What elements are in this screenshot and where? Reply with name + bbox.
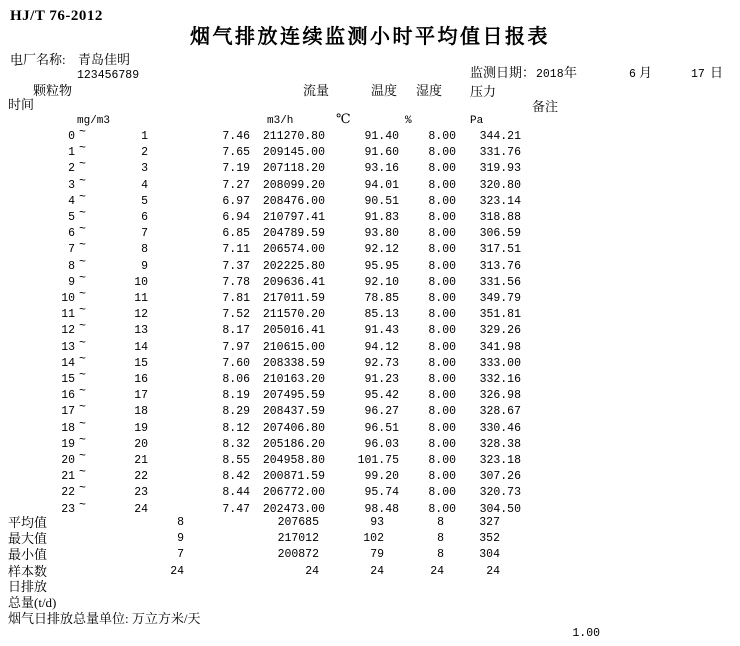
pm-value: 8.42: [222, 470, 250, 484]
humidity-value: 8.00: [428, 421, 456, 435]
pressure-value: 313.76: [479, 259, 521, 273]
pm-value: 7.60: [222, 356, 250, 370]
humidity-value: 8.00: [428, 340, 456, 354]
hour-row: [0, 336, 740, 358]
tilde-separator: ~: [79, 433, 86, 447]
tilde-separator: ~: [79, 401, 86, 415]
column-header-remark: 备注: [532, 99, 559, 114]
humidity-value: 8.00: [428, 292, 456, 305]
hour-start-value: 8: [68, 259, 75, 273]
temp-value: 90.51: [364, 194, 399, 208]
pm-summary-value: 24: [170, 564, 184, 578]
hour-end-value: 6: [141, 211, 148, 224]
hour-end-value: 18: [134, 405, 148, 419]
humidity-value: 8.00: [428, 243, 456, 257]
flow-value: 210163.20: [262, 373, 325, 386]
hour-end-value: 10: [134, 275, 148, 289]
flow-value: 205186.20: [262, 437, 325, 451]
pressure-value: 317.51: [479, 243, 521, 257]
pressure-value: 333.00: [479, 356, 521, 370]
hour-row: [0, 142, 740, 163]
hour-row: [0, 320, 740, 341]
footer-value: 1.00: [572, 627, 600, 640]
flow-value: 207406.80: [262, 421, 325, 435]
flow-value: 207495.59: [262, 389, 325, 403]
flow-summary-value: 24: [305, 564, 319, 578]
humidity-value: 8.00: [428, 308, 456, 322]
pm-value: 7.97: [222, 340, 250, 354]
hour-row: [0, 369, 740, 390]
hour-row: [0, 385, 740, 406]
pressure-value: 307.26: [479, 470, 521, 484]
hour-end-value: 20: [134, 437, 148, 451]
date-month-value: 6: [629, 68, 636, 81]
hour-start-value: 6: [68, 227, 75, 241]
temp-value: 96.51: [364, 421, 399, 435]
hour-end-value: 5: [141, 194, 148, 208]
temp-value: 91.43: [364, 324, 399, 338]
tilde-separator: ~: [79, 498, 86, 512]
hour-start-value: 17: [61, 405, 75, 419]
temp-value: 92.12: [364, 243, 399, 257]
date-year-unit: 年: [564, 65, 578, 80]
date-month-unit: 月: [639, 65, 653, 80]
temp-value: 92.10: [364, 275, 399, 289]
temp-value: 85.13: [364, 308, 399, 322]
hour-end-value: 17: [134, 389, 148, 403]
column-header-pm: 颗粒物: [33, 83, 73, 98]
column-header-flow: 流量: [303, 83, 330, 98]
hour-end-value: 22: [134, 470, 148, 484]
pressure-value: 349.79: [479, 292, 521, 305]
humidity-value: 8.00: [428, 356, 456, 370]
temp-value: 94.12: [364, 340, 399, 354]
hour-start-value: 20: [61, 454, 75, 467]
hour-start-value: 12: [61, 324, 75, 338]
hour-start-value: 1: [68, 146, 75, 160]
tilde-separator: ~: [79, 417, 86, 431]
pressure-value: 329.26: [479, 324, 521, 338]
hour-row: [0, 126, 740, 147]
humidity-summary-value: 8: [437, 548, 444, 562]
hour-end-value: 2: [141, 146, 148, 160]
humidity-value: 8.00: [428, 470, 456, 484]
pressure-value: 304.50: [479, 502, 521, 516]
hour-row: [0, 288, 740, 309]
temp-value: 91.60: [364, 146, 399, 160]
tilde-separator: ~: [79, 336, 86, 350]
pm-value: 7.19: [222, 162, 250, 176]
tilde-separator: ~: [79, 142, 86, 156]
pressure-summary-value: 304: [479, 548, 500, 562]
tilde-separator: ~: [79, 126, 86, 139]
tilde-separator: ~: [79, 239, 86, 253]
humidity-value: 8.00: [428, 373, 456, 386]
pm-value: 7.81: [222, 292, 250, 305]
hour-row: [0, 417, 740, 439]
tilde-separator: ~: [79, 174, 86, 188]
pm-value: 8.19: [222, 389, 250, 403]
flow-value: 206772.00: [262, 486, 325, 500]
flow-value: 205016.41: [262, 324, 325, 338]
pm-summary-value: 8: [177, 516, 184, 529]
temp-summary-value: 24: [370, 564, 384, 578]
tilde-separator: ~: [79, 207, 86, 220]
pressure-value: 331.76: [479, 146, 521, 160]
flow-value: 209636.41: [262, 275, 325, 289]
summary-row-label: 平均值: [8, 515, 48, 530]
temp-summary-value: 79: [370, 548, 384, 562]
hour-end-value: 7: [141, 227, 148, 241]
hour-end-value: 19: [134, 421, 148, 435]
hour-row: [0, 433, 740, 455]
temp-value: 96.27: [364, 405, 399, 419]
column-header-pressure: 压力: [470, 84, 497, 99]
summary-row: [0, 516, 740, 533]
hour-row: [0, 223, 740, 244]
plant-name-value: 青岛佳明: [78, 52, 131, 67]
pressure-summary-value: 327: [479, 516, 500, 529]
pressure-value: 319.93: [479, 162, 521, 176]
hour-end-value: 12: [134, 308, 148, 322]
flow-value: 208476.00: [262, 194, 325, 208]
pm-value: 8.17: [222, 324, 250, 338]
unit-pressure: Pa: [470, 115, 484, 127]
humidity-summary-value: 8: [437, 532, 444, 546]
hour-start-value: 22: [61, 486, 75, 500]
pm-value: 7.65: [222, 146, 250, 160]
date-year-value: 2018: [536, 68, 564, 81]
temp-summary-value: 93: [370, 516, 384, 529]
temp-value: 101.75: [357, 454, 399, 467]
plant-code-value: 123456789: [77, 69, 140, 82]
hour-start-value: 5: [68, 211, 75, 224]
column-header-time: 时间: [8, 97, 35, 112]
flow-value: 208437.59: [262, 405, 325, 419]
summary-row-label: 最小值: [8, 547, 48, 563]
pm-value: 6.97: [222, 194, 250, 208]
hour-start-value: 2: [68, 162, 75, 176]
flow-summary-value: 207685: [277, 516, 319, 529]
temp-value: 93.80: [364, 227, 399, 241]
pm-value: 8.55: [222, 454, 250, 467]
hour-row: [0, 190, 740, 212]
hour-row: [0, 352, 740, 374]
report-title: 烟气排放连续监测小时平均值日报表: [190, 26, 550, 48]
tilde-separator: ~: [79, 271, 86, 285]
pm-value: 6.94: [222, 211, 250, 224]
pressure-value: 330.46: [479, 421, 521, 435]
pm-value: 7.47: [222, 502, 250, 516]
tilde-separator: ~: [79, 320, 86, 334]
hour-start-value: 23: [61, 502, 75, 516]
hour-start-value: 15: [61, 373, 75, 386]
tilde-separator: ~: [79, 190, 86, 204]
flow-value: 211270.80: [262, 130, 325, 143]
pressure-value: 306.59: [479, 227, 521, 241]
humidity-value: 8.00: [428, 146, 456, 160]
hour-row: [0, 271, 740, 293]
humidity-value: 8.00: [428, 162, 456, 176]
temp-summary-value: 102: [363, 532, 384, 546]
hour-end-value: 11: [134, 292, 148, 305]
pressure-value: 318.88: [479, 211, 521, 224]
pressure-value: 331.56: [479, 275, 521, 289]
temp-value: 95.95: [364, 259, 399, 273]
pressure-value: 328.38: [479, 437, 521, 451]
column-header-humidity: 湿度: [416, 83, 443, 98]
daily-emission-label: 日排放: [8, 579, 48, 594]
column-header-temp: 温度: [371, 83, 398, 98]
total-label: 总量(t/d): [8, 595, 57, 610]
humidity-value: 8.00: [428, 178, 456, 192]
standard-code: HJ/T 76-2012: [10, 8, 103, 24]
hour-start-value: 13: [61, 340, 75, 354]
pressure-value: 320.80: [479, 178, 521, 192]
flow-value: 207118.20: [262, 162, 325, 176]
flow-value: 208099.20: [262, 178, 325, 192]
pm-value: 7.27: [222, 178, 250, 192]
humidity-value: 8.00: [428, 211, 456, 224]
hour-start-value: 18: [61, 421, 75, 435]
summary-row: [0, 548, 740, 565]
hour-start-value: 16: [61, 389, 75, 403]
hour-start-value: 14: [61, 356, 75, 370]
unit-pm: mg/m3: [77, 115, 111, 127]
tilde-separator: ~: [79, 385, 86, 399]
tilde-separator: ~: [79, 466, 86, 480]
flow-value: 206574.00: [262, 243, 325, 257]
flow-value: 200871.59: [262, 470, 325, 484]
pm-value: 8.12: [222, 421, 250, 435]
flow-value: 210615.00: [262, 340, 325, 354]
hour-end-value: 24: [134, 502, 148, 516]
hour-row: [0, 466, 740, 487]
pm-value: 7.78: [222, 275, 250, 289]
humidity-value: 8.00: [428, 194, 456, 208]
temp-value: 95.74: [364, 486, 399, 500]
hour-start-value: 0: [68, 130, 75, 143]
hour-row: [0, 255, 740, 277]
unit-humidity: %: [405, 115, 412, 127]
hour-start-value: 10: [61, 292, 75, 305]
pm-value: 8.44: [222, 486, 250, 500]
pm-value: 7.11: [222, 243, 250, 257]
pm-summary-value: 7: [177, 548, 184, 562]
pressure-summary-value: 352: [479, 532, 500, 546]
stray-mark: `: [12, 64, 19, 77]
pressure-value: 323.14: [479, 194, 521, 208]
tilde-separator: ~: [79, 255, 86, 269]
hour-end-value: 21: [134, 454, 148, 467]
hour-row: [0, 304, 740, 325]
humidity-value: 8.00: [428, 130, 456, 143]
pressure-value: 323.18: [479, 454, 521, 467]
hour-end-value: 1: [141, 130, 148, 143]
hour-row: [0, 158, 740, 179]
emission-unit-note: 烟气日排放总量单位: 万立方米/天: [8, 611, 201, 626]
pressure-value: 341.98: [479, 340, 521, 354]
flow-summary-value: 200872: [277, 548, 319, 562]
hour-row: [0, 450, 740, 471]
temp-value: 96.03: [364, 437, 399, 451]
hour-end-value: 14: [134, 340, 148, 354]
hour-row: [0, 401, 740, 422]
humidity-value: 8.00: [428, 324, 456, 338]
pm-value: 8.29: [222, 405, 250, 419]
hour-start-value: 9: [68, 275, 75, 289]
flow-value: 202473.00: [262, 502, 325, 516]
flow-value: 208338.59: [262, 356, 325, 370]
unit-temp: ℃: [336, 111, 351, 126]
date-day-value: 17: [691, 68, 705, 81]
humidity-value: 8.00: [428, 275, 456, 289]
tilde-separator: ~: [79, 158, 86, 172]
hour-start-value: 7: [68, 243, 75, 257]
hour-start-value: 19: [61, 437, 75, 451]
pressure-value: 332.16: [479, 373, 521, 386]
pm-value: 8.06: [222, 373, 250, 386]
hour-start-value: 11: [61, 308, 75, 322]
humidity-value: 8.00: [428, 486, 456, 500]
hour-row: [0, 239, 740, 260]
pm-value: 6.85: [222, 227, 250, 241]
humidity-value: 8.00: [428, 437, 456, 451]
tilde-separator: ~: [79, 288, 86, 301]
temp-value: 91.23: [364, 373, 399, 386]
tilde-separator: ~: [79, 450, 86, 463]
temp-value: 95.42: [364, 389, 399, 403]
hour-end-value: 3: [141, 162, 148, 176]
flow-value: 217011.59: [262, 292, 325, 305]
flow-value: 209145.00: [262, 146, 325, 160]
hour-end-value: 8: [141, 243, 148, 257]
summary-row-label: 最大值: [8, 531, 48, 547]
humidity-value: 8.00: [428, 454, 456, 467]
date-label: 监测日期：: [470, 65, 536, 80]
pm-value: 7.52: [222, 308, 250, 322]
temp-value: 94.01: [364, 178, 399, 192]
hour-start-value: 4: [68, 194, 75, 208]
humidity-value: 8.00: [428, 227, 456, 241]
hour-start-value: 3: [68, 178, 75, 192]
hour-row: [0, 482, 740, 503]
pm-value: 7.46: [222, 130, 250, 143]
flow-value: 210797.41: [262, 211, 325, 224]
temp-value: 99.20: [364, 470, 399, 484]
date-day-unit: 日: [710, 65, 724, 80]
hour-row: [0, 174, 740, 196]
temp-value: 78.85: [364, 292, 399, 305]
hour-end-value: 15: [134, 356, 148, 370]
flow-value: 204958.80: [262, 454, 325, 467]
pm-value: 7.37: [222, 259, 250, 273]
humidity-summary-value: 24: [430, 564, 444, 578]
temp-value: 93.16: [364, 162, 399, 176]
temp-value: 91.83: [364, 211, 399, 224]
humidity-summary-value: 8: [437, 516, 444, 529]
hour-start-value: 21: [61, 470, 75, 484]
flow-value: 211570.20: [262, 308, 325, 322]
pm-summary-value: 9: [177, 532, 184, 546]
pm-value: 8.32: [222, 437, 250, 451]
pressure-value: 328.67: [479, 405, 521, 419]
unit-flow: m3/h: [267, 115, 294, 127]
pressure-value: 326.98: [479, 389, 521, 403]
summary-row: [0, 565, 740, 582]
hour-end-value: 4: [141, 178, 148, 192]
humidity-value: 8.00: [428, 259, 456, 273]
pressure-value: 344.21: [479, 130, 521, 143]
tilde-separator: ~: [79, 304, 86, 318]
tilde-separator: ~: [79, 369, 86, 382]
humidity-value: 8.00: [428, 405, 456, 419]
tilde-separator: ~: [79, 223, 86, 237]
humidity-value: 8.00: [428, 389, 456, 403]
hour-end-value: 23: [134, 486, 148, 500]
hour-end-value: 13: [134, 324, 148, 338]
tilde-separator: ~: [79, 482, 86, 496]
pressure-summary-value: 24: [486, 564, 500, 578]
pressure-value: 351.81: [479, 308, 521, 322]
humidity-value: 8.00: [428, 502, 456, 516]
flow-value: 202225.80: [262, 259, 325, 273]
summary-row: [0, 532, 740, 549]
hour-end-value: 9: [141, 259, 148, 273]
pressure-value: 320.73: [479, 486, 521, 500]
flow-summary-value: 217012: [277, 532, 319, 546]
temp-value: 92.73: [364, 356, 399, 370]
plant-name-label: 电厂名称:: [10, 52, 66, 67]
hour-row: [0, 207, 740, 228]
summary-row-label: 样本数: [8, 563, 48, 579]
temp-value: 98.48: [364, 502, 399, 516]
flow-value: 204789.59: [262, 227, 325, 241]
hour-end-value: 16: [134, 373, 148, 386]
tilde-separator: ~: [79, 352, 86, 366]
temp-value: 91.40: [364, 130, 399, 143]
